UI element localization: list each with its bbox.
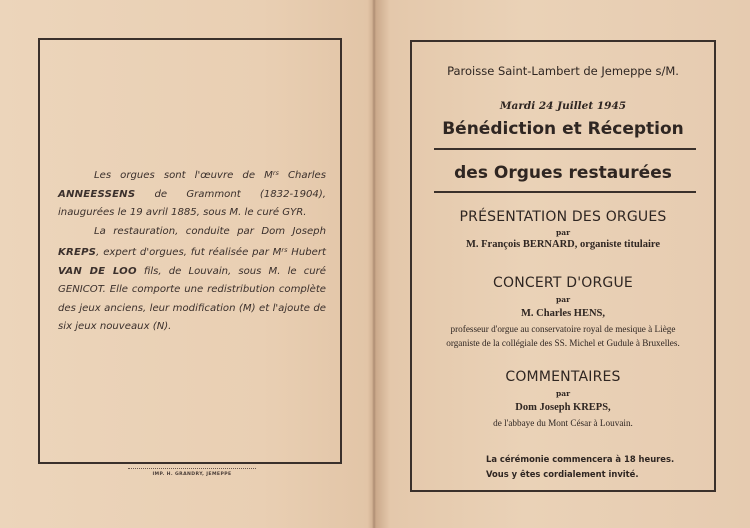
builder-name: ANNEESSENS	[58, 188, 136, 200]
presenter-name: M. François BERNARD, organiste titulaire	[465, 239, 661, 250]
ceremony-time: La cérémonie commencera à 18 heures.	[486, 454, 675, 464]
title-line-1: Bénédiction et Réception	[442, 119, 684, 139]
organist-description-2: organiste de la collégiale des SS. Michel et Gudule à Bruxelles.	[446, 338, 680, 348]
page-fold	[372, 0, 376, 528]
commentator-description: de l'abbaye du Mont César à Louvain.	[493, 418, 633, 428]
expert-name: KREPS	[58, 247, 97, 258]
text-fragment: Charles	[278, 170, 326, 181]
section-heading-concert: CONCERT D'ORGUE	[493, 275, 633, 291]
title-line-2: des Orgues restaurées	[454, 163, 672, 183]
history-paragraph-1	[58, 164, 326, 223]
section-heading-commentaires: COMMENTAIRES	[505, 369, 621, 385]
title-rule-1	[434, 148, 696, 150]
text-fragment: La restauration, conduite par Dom Joseph	[94, 225, 326, 237]
text-fragment: de Grammont (1832-1904), inaugurées le 19 avril 1885, sous M. le curé GYR.	[58, 188, 326, 218]
invitation-line: Vous y êtes cordialement invité.	[486, 469, 639, 479]
par-label: par	[555, 295, 571, 304]
event-date: Mardi 24 Juillet 1945	[499, 100, 627, 112]
right-page-frame	[410, 40, 716, 492]
text-fragment: , expert d'orgues, fut réalisée par M	[96, 247, 282, 258]
section-heading-presentation: PRÉSENTATION DES ORGUES	[459, 209, 667, 225]
par-label: par	[555, 389, 571, 398]
title-rule-2	[434, 191, 696, 193]
superscript: rs	[272, 169, 279, 177]
commentator-name: Dom Joseph KREPS,	[515, 402, 611, 413]
printer-imprint: IMP. H. GRANDRY, JEMEPPE	[128, 468, 256, 477]
restorer-name: VAN DE LOO	[58, 265, 137, 277]
text-fragment: fils, de Louvain, sous M. le curé GENICOT. Elle comporte une redistribution complète des jeux anciens, leur modification (M) et l'ajoute de six jeux nouveaux (N).	[58, 265, 327, 332]
organist-name: M. Charles HENS,	[521, 308, 605, 319]
left-page-frame	[38, 38, 342, 477]
history-paragraph-2	[58, 223, 326, 337]
text-fragment: Hubert	[287, 247, 327, 258]
organist-description-1: professeur d'orgue au conservatoire royal de mesique à Liège	[450, 324, 676, 334]
history-text	[58, 164, 326, 337]
parish-name: Paroisse Saint-Lambert de Jemeppe s/M.	[447, 64, 679, 78]
text-fragment: Les orgues sont l'œuvre de M	[94, 170, 273, 181]
superscript: rs	[281, 246, 288, 254]
par-label: par	[555, 228, 571, 237]
